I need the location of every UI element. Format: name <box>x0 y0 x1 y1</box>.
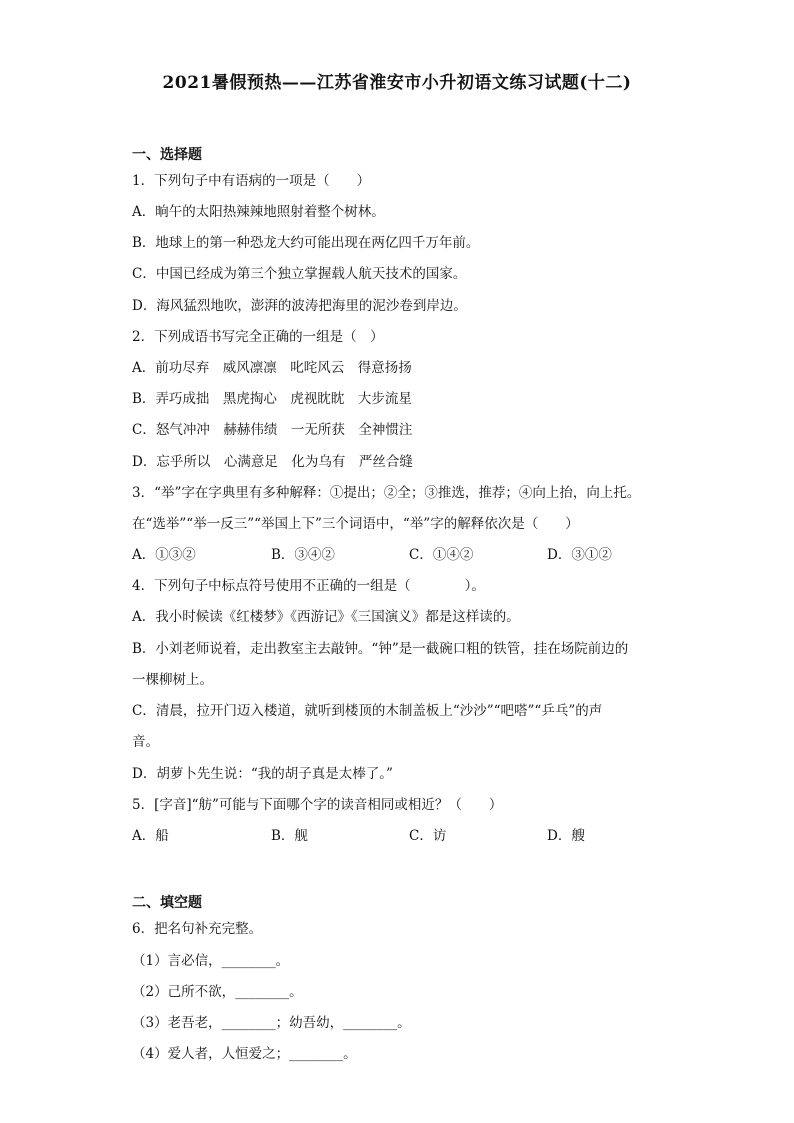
q1-option-b: B．地球上的第一种恐龙大约可能出现在两亿四千万年前。 <box>132 235 480 251</box>
q4-option-c-line1: C．清晨，拉开门迈入楼道，就听到楼顶的木制盖板上“沙沙”“吧嗒”“乒乓”的声 <box>132 703 603 719</box>
q5-stem: 5．[字音]“舫”可能与下面哪个字的读音相同或相近？（ ） <box>132 797 503 813</box>
q6-item-3: （3）老吾老，________；幼吾幼，________。 <box>132 1015 411 1031</box>
q5-option-c: C．访 <box>409 828 447 844</box>
q5-option-a: A．船 <box>132 828 169 844</box>
q1-stem: 1．下列句子中有语病的一项是（ ） <box>132 173 371 189</box>
q1-option-d: D．海风猛烈地吹，澎湃的波涛把海里的泥沙卷到岸边。 <box>132 298 467 314</box>
q6-item-4: （4）爱人者，人恒爱之；________。 <box>132 1046 357 1062</box>
page-title: 2021暑假预热——江苏省淮安市小升初语文练习试题(十二) <box>162 73 632 93</box>
q4-option-c-line2: 音。 <box>132 734 159 750</box>
q4-option-b-line1: B．小刘老师说着，走出教室主去敲钟。“钟”是一截碗口粗的铁管，挂在场院前边的 <box>132 641 629 657</box>
q4-option-d: D．胡萝卜先生说：“我的胡子真是太棒了。” <box>132 766 393 782</box>
section-heading-fill: 二、填空题 <box>132 895 202 911</box>
q3-option-b: B．③④② <box>271 547 335 563</box>
q3-option-c: C．①④② <box>409 547 474 563</box>
q4-option-a: A．我小时候读《红楼梦》《西游记》《三国演义》都是这样读的。 <box>132 609 520 625</box>
q3-option-d: D．③①② <box>547 547 612 563</box>
q1-option-a: A．晌午的太阳热辣辣地照射着整个树林。 <box>132 204 385 220</box>
q6-item-1: （1）言必信，________。 <box>132 953 290 969</box>
q3-option-a: A．①③② <box>132 547 196 563</box>
q3-stem-line2: 在“选举”“举一反三”“举国上下”三个词语中，“举”字的解释依次是（ ） <box>132 516 579 532</box>
q2-option-a: A．前功尽弃 威风凛凛 叱咤风云 得意扬扬 <box>132 360 412 376</box>
q6-item-2: （2）己所不欲，________。 <box>132 984 303 1000</box>
q4-option-b-line2: 一棵柳树上。 <box>132 672 213 688</box>
q2-option-d: D．忘乎所以 心满意足 化为乌有 严丝合缝 <box>132 454 413 470</box>
q1-option-c: C．中国已经成为第三个独立掌握载人航天技术的国家。 <box>132 266 467 282</box>
section-heading-choice: 一、选择题 <box>132 147 202 163</box>
q3-stem-line1: 3．“举”字在字典里有多种解释：①提出；②全；③推选，推荐；④向上抬，向上托。 <box>132 485 641 501</box>
q5-option-b: B．舰 <box>271 828 308 844</box>
q6-stem: 6．把名句补充完整。 <box>132 921 263 937</box>
q2-option-c: C．怒气冲冲 赫赫伟绩 一无所获 全神惯注 <box>132 422 413 438</box>
q4-stem: 4．下列句子中标点符号使用不正确的一组是（ ）。 <box>132 578 485 594</box>
q5-option-d: D．艘 <box>547 828 585 844</box>
q2-stem: 2．下列成语书写完全正确的一组是（ ） <box>132 329 384 345</box>
q2-option-b: B．弄巧成拙 黑虎掏心 虎视眈眈 大步流星 <box>132 391 412 407</box>
